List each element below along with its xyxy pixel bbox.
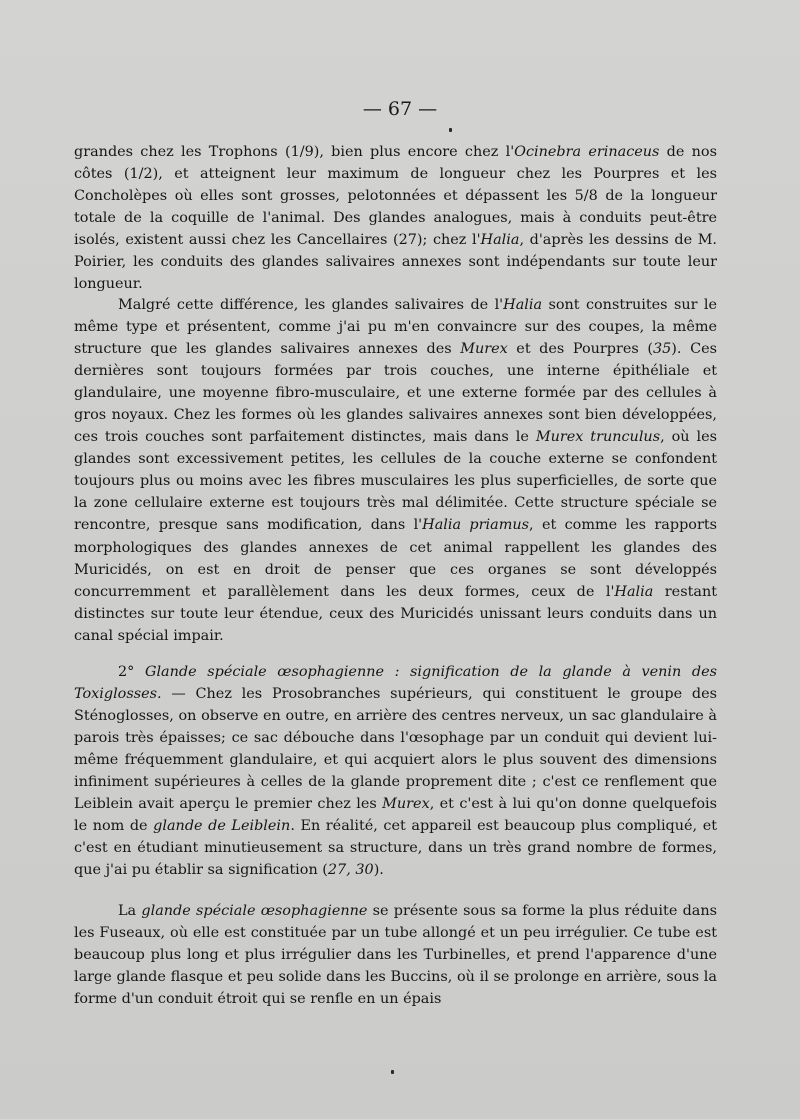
text-run: 2° — [118, 664, 145, 680]
italic-run: Murex — [460, 341, 508, 358]
text-run: La — [118, 903, 142, 919]
paragraph-1 — [74, 141, 717, 295]
italic-run: Halia — [614, 583, 654, 600]
text-run: ). Ces dernières sont toujours formées par trois couches, une interne épithéliale et glandulaire, une moyenne fibro-musculaire, et une externe formée par des cellules à gros noyaux. Chez les formes où les glandes salivaires annexes sont bien développées, ces trois couches sont parfaitement distinctes, mais dans le — [74, 341, 717, 446]
paragraph-3 — [74, 661, 717, 881]
text-run: , et c'est à lui qu'on donne quelquefois le nom de — [74, 796, 717, 835]
paragraph-2 — [74, 294, 717, 647]
italic-run: Halia — [480, 232, 520, 249]
page-number: — 67 — — [362, 98, 438, 120]
text-run: de nos côtes (1/2), et atteignent leur maximum de longueur chez les Pourpres et les Concholèpes où elles sont grosses, pelotonnées et dépassent les 5/8 de la longueur totale de la coquille de l'animal. Des glandes analogues, mais à conduits peut-être isolés, existent aussi chez les Cancellaires (27); chez l' — [74, 144, 717, 249]
text-run: et des Pourpres ( — [507, 341, 653, 358]
text-run: se présente sous sa forme la plus réduite dans les Fuseaux, où elle est constituée par un tube allongé et un peu irrégulier. Ce tube est beaucoup plus long et plus irrégulier dans les Turbinelles, et prend l'apparence d'une large glande flasque et peu solide dans les Buccins, où il se prolonge en arrière, sous la forme d'un conduit étroit qui se renfle en un épais — [74, 903, 718, 1008]
italic-run: glande spéciale œsophagienne — [141, 903, 368, 919]
italic-run: Ocinebra erinaceus — [514, 144, 660, 160]
italic-run: Halia — [503, 297, 543, 313]
text-run: , d'après les dessins de M. Poirier, les conduits des glandes salivaires annexes sont indépendants sur toute leur longueur. — [74, 232, 718, 293]
italic-run: Murex trunculus — [535, 429, 661, 446]
ink-speck — [449, 128, 452, 132]
ink-speck — [391, 1070, 394, 1074]
text-run: grandes chez les Trophons (1/9), bien plus encore chez l' — [74, 144, 515, 160]
text-run: ). — [373, 862, 384, 879]
text-run: , où les glandes sont excessivement petites, les cellules de la couche externe se confondent toujours plus ou moins avec les fibres musculaires les plus superficielles, de sorte que la zone cellulaire externe est toujours très mal délimitée. Cette structure spéciale se rencontre, presque sans modification, dans l' — [74, 429, 717, 534]
text-run: restant distinctes sur toute leur étendue, ceux des Muricidés unissant leurs conduits dans un canal spécial impair. — [74, 583, 717, 644]
text-run: Malgré cette différence, les glandes salivaires de l' — [118, 297, 504, 313]
paragraph-4 — [74, 900, 717, 1010]
text-run: , et comme les rapports morphologiques des glandes annexes de cet animal rappellent les glandes des Muricidés, on est en droit de penser que ces organes se sont développés concurremment et parallèlement dans les deux formes, ceux de l' — [74, 517, 717, 600]
text-run: sont construites sur le même type et présentent, comme j'ai pu m'en convaincre sur des coupes, la même structure que les glandes salivaires annexes des — [74, 297, 717, 358]
italic-run: Murex — [382, 796, 430, 813]
text-run: — Chez les Prosobranches supérieurs, qui constituent le groupe des Sténoglosses, on observe en outre, en arrière des centres nerveux, un sac glandulaire à parois très épaisses; ce sac débouche dans l'œsophage par un conduit qui devient lui-même fréquemment glandulaire, et qui acquiert alors le plus souvent des dimensions infiniment supérieures à celles de la glande proprement dite ; c'est ce renflement que Leiblein avait aperçu le premier chez les — [74, 686, 717, 813]
italic-run: Halia priamus — [422, 517, 529, 534]
italic-run: 27, 30 — [327, 862, 374, 879]
text-run: . En réalité, cet appareil est beaucoup plus compliqué, et c'est en étudiant minutieusement sa structure, dans un très grand nombre de formes, que j'ai pu établir sa signification ( — [74, 818, 718, 879]
italic-run: glande de Leiblein — [153, 818, 291, 835]
italic-run: 35 — [652, 341, 672, 358]
italic-run: Glande spéciale œsophagienne : signification de la glande à venin des Toxiglosses. — [74, 664, 717, 703]
